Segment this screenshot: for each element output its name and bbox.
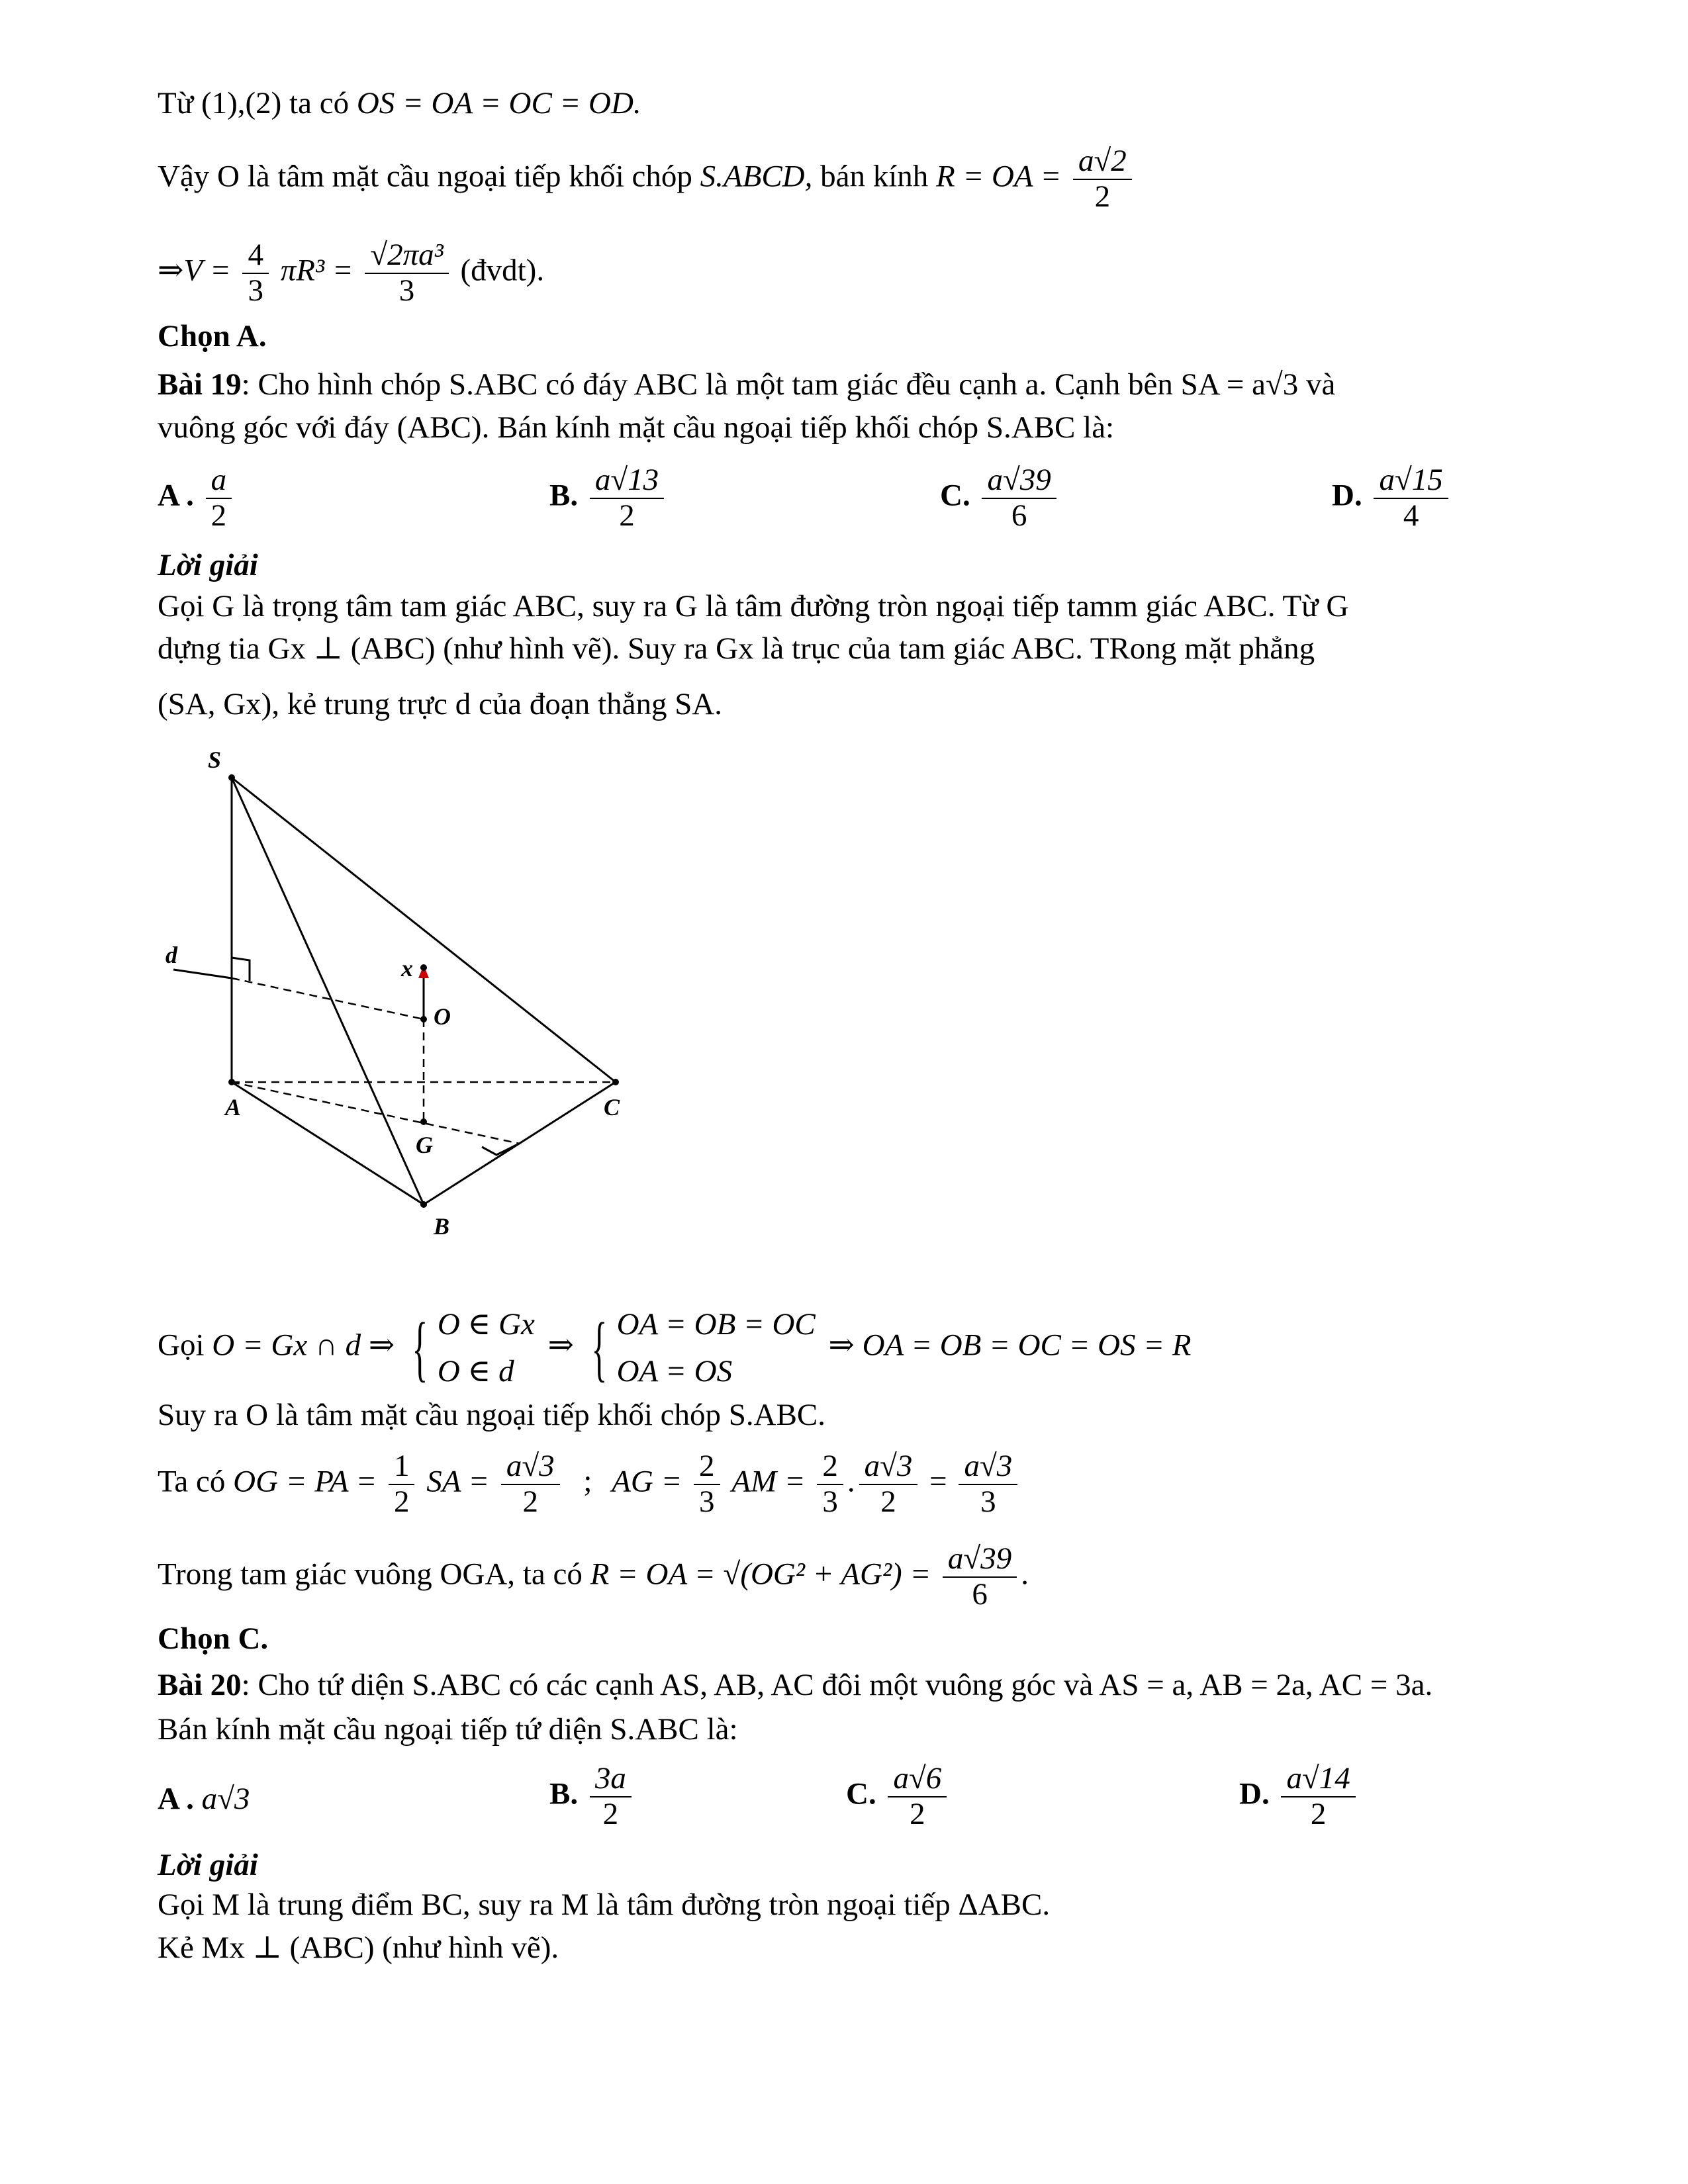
math-expression: AG = [612, 1464, 682, 1499]
math-expression: S.ABCD, [700, 159, 813, 194]
math-expression: OS = OA = OC = OD. [356, 86, 641, 120]
text-span: . [1021, 1557, 1029, 1592]
option-d [1239, 1762, 1360, 1831]
answer-choice: Chọn C. [158, 1621, 269, 1656]
fraction-denominator: 2 [211, 498, 227, 533]
label-c: C [604, 1094, 620, 1120]
text-line [158, 1666, 1432, 1704]
fraction-numerator: a√15 [1374, 463, 1448, 499]
fraction [1281, 1762, 1355, 1831]
solution-heading: Lời giải [158, 1848, 258, 1882]
point-s [228, 774, 235, 781]
line-d [173, 970, 232, 978]
label-s: S [208, 747, 222, 773]
fraction-denominator: 2 [602, 1796, 619, 1831]
text-line: Bán kính mặt cầu ngoại tiếp tứ diện S.ABC là: [158, 1712, 738, 1747]
fraction-denominator: 3 [399, 273, 415, 308]
label-g: G [416, 1132, 433, 1158]
condition-list [438, 1301, 535, 1394]
text-line: Kẻ Mx ⊥ (ABC) (như hình vẽ). [158, 1931, 559, 1965]
fraction [389, 1449, 415, 1519]
fraction-numerator: 2 [817, 1449, 843, 1485]
option-label: C. [940, 478, 970, 513]
option-a [158, 1780, 250, 1817]
math-expression: OG = PA = [233, 1464, 377, 1499]
line-d-hidden [232, 978, 424, 1019]
fraction-denominator: 6 [972, 1576, 988, 1612]
label-d: d [165, 942, 177, 968]
fraction [888, 1762, 947, 1831]
problem-label: Bài 19 [158, 367, 242, 402]
point-a [228, 1079, 235, 1085]
fraction-numerator: a√39 [943, 1542, 1017, 1578]
text-line: Gọi G là trọng tâm tam giác ABC, suy ra G là tâm đường tròn ngoại tiếp tamm giác ABC. Từ G [158, 589, 1349, 623]
fraction [694, 1449, 720, 1519]
problem-text: : Cho tứ diện S.ABC có các cạnh AS, AB, AC đôi một vuông góc và AS = a, AB = 2a, AC = 3a. [241, 1668, 1433, 1702]
fraction-numerator: a√14 [1281, 1762, 1355, 1797]
label-o: O [434, 1003, 451, 1030]
fraction-denominator: 2 [393, 1484, 410, 1519]
option-label: D. [1332, 478, 1362, 513]
fraction-numerator: a√3 [501, 1449, 560, 1485]
math-expression: πR³ = [280, 253, 353, 288]
answer-choice: Chọn A. [158, 319, 267, 353]
fraction [817, 1449, 843, 1519]
fraction-numerator: 1 [389, 1449, 415, 1485]
fraction [501, 1449, 560, 1519]
option-label: C. [846, 1776, 876, 1811]
text-span: Gọi [158, 1328, 205, 1363]
fraction-denominator: 2 [910, 1796, 925, 1831]
option-label: A . [158, 478, 194, 513]
fraction [590, 1762, 632, 1831]
text-span: (1),(2) [201, 86, 282, 120]
fraction [943, 1542, 1017, 1612]
fraction-denominator: 2 [880, 1484, 896, 1519]
option-label: B. [549, 1776, 579, 1811]
text-line: (SA, Gx), kẻ trung trực d của đoạn thẳng SA. [158, 687, 723, 721]
fraction-denominator: 3 [980, 1484, 996, 1519]
condition-list [617, 1301, 816, 1394]
math-expression: O = Gx ∩ d ⇒ [212, 1328, 395, 1363]
point-c [612, 1079, 619, 1085]
fraction-denominator: 2 [619, 498, 635, 533]
text-line: Gọi M là trung điểm BC, suy ra M là tâm đường tròn ngoại tiếp ΔABC. [158, 1888, 1051, 1922]
fraction-numerator: a√13 [590, 463, 664, 499]
option-label: D. [1239, 1776, 1270, 1811]
fraction-numerator: a√3 [959, 1449, 1017, 1485]
text-line [158, 1449, 1021, 1519]
math-expression: ⇒ [547, 1328, 575, 1363]
math-expression: ⇒V = [158, 253, 231, 288]
text-line: dựng tia Gx ⊥ (ABC) (như hình vẽ). Suy ra Gx là trục của tam giác ABC. TRong mặt phẳng [158, 631, 1315, 666]
math-expression: AM = [731, 1464, 806, 1499]
text-line [158, 1542, 1029, 1612]
option-label: A . [158, 1782, 194, 1816]
text-span: Ta có [158, 1464, 226, 1499]
solution-heading: Lời giải [158, 548, 258, 582]
math-expression: R = OA = [936, 159, 1062, 194]
separator: ; [583, 1464, 592, 1499]
problem-text: : Cho hình chóp S.ABC có đáy ABC là một tam giác đều cạnh a. Cạnh bên SA = a√3 và [241, 367, 1336, 402]
median-a-hidden [232, 1082, 520, 1144]
option-c [846, 1762, 951, 1831]
text-span: = [929, 1464, 947, 1499]
label-b: B [434, 1213, 450, 1240]
fraction-numerator: a√2 [1073, 144, 1132, 180]
fraction-denominator: 3 [822, 1484, 838, 1519]
fraction-denominator: 3 [699, 1484, 715, 1519]
text-span: Từ [158, 86, 194, 120]
edge-ab [232, 1082, 424, 1205]
text-span: Vậy O là tâm mặt cầu ngoại tiếp khối chóp [158, 159, 692, 194]
right-angle-mark [232, 958, 250, 981]
condition: O ∈ Gx [437, 1307, 535, 1342]
fraction-denominator: 2 [522, 1484, 538, 1519]
condition: O ∈ d [437, 1353, 514, 1388]
math-expression: ⇒ OA = OB = OC = OS = R [828, 1328, 1192, 1363]
fraction-denominator: 2 [1310, 1796, 1327, 1831]
fraction-numerator: 3a [590, 1762, 632, 1797]
text-line: vuông góc với đáy (ABC). Bán kính mặt cầu ngoại tiếp khối chóp S.ABC là: [158, 410, 1115, 445]
right-angle-mark [482, 1145, 516, 1155]
option-label: B. [549, 478, 579, 513]
edge-sb [232, 778, 424, 1205]
point-x [420, 964, 427, 971]
fraction-numerator: √2πa³ [365, 238, 448, 274]
label-a: A [225, 1094, 242, 1120]
fraction-denominator: 6 [1011, 498, 1027, 533]
label-x: x [401, 955, 413, 981]
condition: OA = OB = OC [616, 1307, 816, 1342]
fraction-numerator: a√6 [888, 1762, 947, 1797]
option-value: a√3 [201, 1782, 250, 1816]
system-equation [158, 1301, 1191, 1394]
text-span: ta có [289, 86, 350, 120]
point-b [420, 1201, 427, 1208]
math-expression: R = OA = √(OG² + AG²) = [590, 1557, 931, 1592]
text-line: Suy ra O là tâm mặt cầu ngoại tiếp khối chóp S.ABC. [158, 1398, 826, 1432]
math-expression: SA = [426, 1464, 490, 1499]
fraction-numerator: a√39 [982, 463, 1056, 499]
fraction-denominator: 2 [1094, 179, 1111, 214]
fraction [859, 1449, 918, 1519]
fraction-denominator: 3 [248, 273, 263, 308]
fraction-numerator: 4 [242, 238, 269, 274]
option-b [549, 1762, 635, 1831]
text-span: Trong tam giác vuông OGA, ta có [158, 1557, 583, 1592]
fraction-numerator: a [206, 463, 232, 499]
point-g [420, 1118, 427, 1125]
text-span: (đvdt). [460, 253, 545, 288]
problem-label: Bài 20 [158, 1668, 242, 1702]
point-o [420, 1016, 427, 1023]
fraction [959, 1449, 1017, 1519]
fraction-denominator: 4 [1403, 498, 1419, 533]
text-span: bán kính [820, 159, 929, 194]
brace: { [591, 1307, 608, 1388]
condition: OA = OS [616, 1353, 733, 1388]
fraction-numerator: a√3 [859, 1449, 918, 1485]
text-span: . [847, 1464, 855, 1499]
fraction-numerator: 2 [694, 1449, 720, 1485]
brace: { [412, 1307, 428, 1388]
